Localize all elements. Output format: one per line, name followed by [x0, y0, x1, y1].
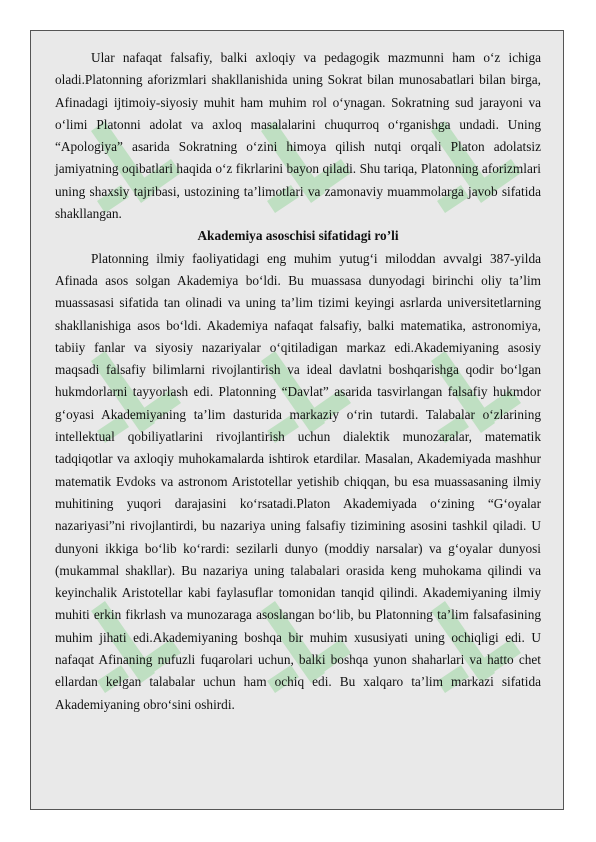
academy-paragraph: Platonning ilmiy faoliyatidagi eng muhim yutug‘i miloddan avvalgi 387-yilda Afinada asos solgan Akademiya bo‘ldi. Bu muassasa dunyodagi birinchi oliy ta’lim muassasasi sifatida tan olinadi va uning ta’lim tizimi keyingi asrlarda universitetlarning shakllanishiga asos bo‘ldi. Akademiya nafaqat falsafiy, balki matematika, astronomiya, tabiiy fanlar va siyosiy nazariyalar o‘qitiladigan markaz edi.Akademiyaning asosiy maqsadi falsafiy bilimlarni rivojlantirish va ideal davlatni boshqarishga qodir bo‘lgan hukmdorlarni tayyorlash edi. Platonning “Davlat” asarida tasvirlangan falsafiy hukmdor g‘oyasi Akademiyaning ta’lim dasturida markaziy o‘rin tutardi. Talabalar o‘zlarining intellektual qobiliyatlarini rivojlantirish uchun dialektik munozaralar, matematik tadqiqotlar va axloqiy muhokamalarda ishtirok etardilar. Masalan, Akademiyada mashhur matematik Evdoks va astronom Aristotellar yetishib chiqqan, bu esa muassasaning ilmiy muhitining yuqori darajasini ko‘rsatadi.Platon Akademiyada o‘zining “G‘oyalar nazariyasi”ni rivojlantirdi, bu nazariya uning falsafiy tizimining asosini tashkil qiladi. U dunyoni ikkiga bo‘lib ko‘rardi: sezilarli dunyo (moddiy narsalar) va g‘oyalar dunyosi (mukammal shakllar). Bu nazariya uning talabalari orasida keng muhokama qilindi va keyinchalik Aristotellar kabi faylasuflar tomonidan tanqid qilindi. Akademiyaning ilmiy muhiti erkin fikrlash va munozaraga asoslangan bo‘lib, bu Platonning ta’lim falsafasining muhim jihati edi.Akademiyaning boshqa bir muhim xususiyati uning ochiqligi edi. U nafaqat Afinaning nufuzli fuqarolari uchun, balki boshqa yunon shaharlari va hatto chet ellardan kelgan talabalar uchun ham ochiq edi. Bu xalqaro ta’lim markazi sifatida Akademiyaning obro‘sini oshirdi.: [55, 250, 541, 712]
section-heading: Akademiya asoschisi sifatidagi ro’li: [197, 228, 399, 244]
intro-paragraph: Ular nafaqat falsafiy, balki axloqiy va pedagogik mazmunni ham o‘z ichiga oladi.Platonning aforizmlari shakllanishida uning Sokrat bilan munosabatlari bilan birga, Afinadagi ijtimoiy-siyosiy muhit ham muhim rol o‘ynagan. Sokratning sud jarayoni va o‘limi Platonni adolat va axloq masalalarini chuqurroq o‘rganishga undadi. Uning “Apologiya” asarida Sokratning o‘zini himoya qilish nutqi orqali Platon adolatsiz jamiyatning oqibatlari haqida o‘z fikrlarini bayon qiladi. Shu tariqa, Platonning aforizmlari uning shaxsiy tajribasi, ustozining ta’limotlari va zamonaviy muammolarga javob sifatida shakllangan.: [55, 50, 541, 222]
document-body: [55, 47, 541, 716]
document-page: [30, 30, 564, 810]
